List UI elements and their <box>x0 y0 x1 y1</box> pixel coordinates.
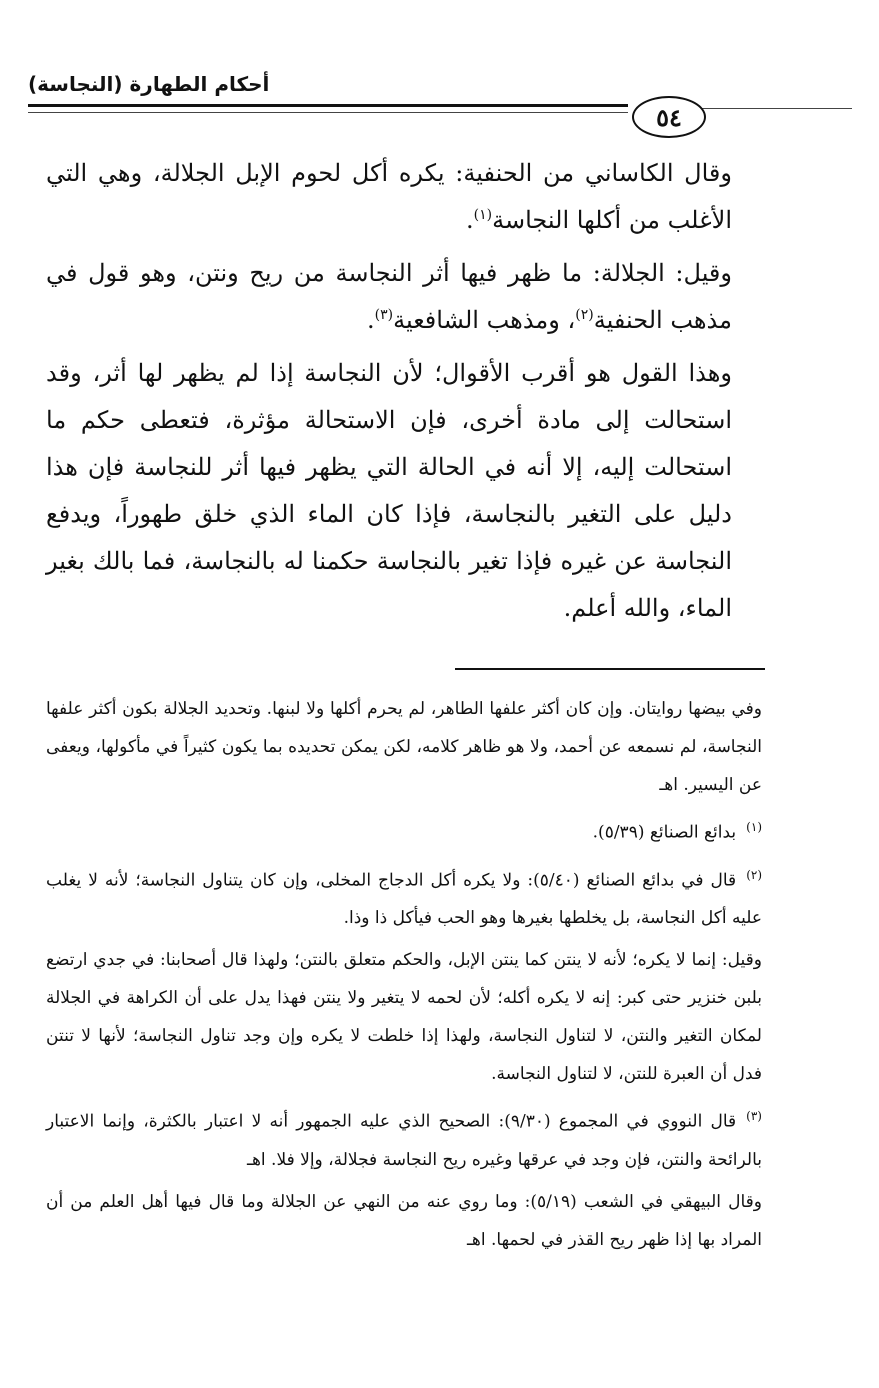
header-rule-thin <box>28 112 628 113</box>
footnote-1: $^{(١)}$بدائع الصنائع (٥/٣٩). <box>592 820 762 843</box>
footnote-2: $^{(٢)}$قال في بدائع الصنائع (٥/٤٠): ولا يكره أكل الدجاج المخلى، وإن كان يتناول النجاسة؛ لأنه لا يغلب عليه أكل النجاسة، بل يخلطها بغيرها وهو الحب فيأكل ذا وذا. <box>46 867 763 929</box>
footnote-continuation: وفي بيضها روايتان. وإن كان أكثر علفها الطاهر، لم يحرم أكلها ولا لبنها. وتحديد الجلالة بكون أكثر علفها النجاسة، لم نسمعه عن أحمد، ولا هو ظاهر كلامه، لكن يمكن تحديده بما يكون كثيراً في مأكولها، ويعفى عن اليسير. اهـ <box>46 699 762 795</box>
footnote-ref-1: (١) <box>473 207 493 223</box>
footnote-1-mark: (١) <box>746 820 762 834</box>
header-rule <box>28 104 628 107</box>
footnote-ref-2: (٢) <box>575 307 594 323</box>
footnote-3: $^{(٣)}$قال النووي في المجموع (٩/٣٠): الصحيح الذي عليه الجمهور أنه لا اعتبار بالكثرة، وإنما الاعتبار بالرائحة والنتن، فإن وجد في عرقها وغيره ريح النجاسة فجلالة، وإلا فلا. اهـ <box>46 1109 762 1170</box>
paragraph-3: وهذا القول هو أقرب الأقوال؛ لأن النجاسة إذا لم يظهر لها أثر، وقد استحالت إلى مادة أخرى، فإن الاستحالة مؤثرة، فتعطى حكم ما استحالت إليه، إلا أنه في الحالة التي يظهر فيها أثر للنجاسة فإن هذا دليل على التغير بالنجاسة، فإذا كان الماء الذي خلق طهوراً، ويدفع النجاسة عن غيره فإذا تغير بالنجاسة حكمنا له بالنجاسة، فما بالك بغير الماء، والله أعلم. <box>46 359 732 622</box>
page-number-badge: ٥٤ <box>632 96 706 138</box>
footnote-ref-3: (٣) <box>374 307 394 323</box>
footnote-3-continuation: وقال البيهقي في الشعب (٥/١٩): وما روي عنه من النهي عن الجلالة وما قال فيها أهل العلم من أن المراد بها إذا ظهر ريح القذر في لحمها. اهـ <box>46 1191 762 1250</box>
paragraph-1: وقال الكاساني من الحنفية: يكره أكل لحوم الإبل الجلالة، وهي التي الأغلب من أكلها النجاسة$^{(١)}$. <box>46 159 732 234</box>
footnotes <box>46 690 762 1263</box>
footnote-2-mark: (٢) <box>746 867 763 882</box>
running-header-title: أحكام الطهارة (النجاسة) <box>28 72 270 96</box>
footnote-separator <box>455 668 765 670</box>
footnote-3-mark: (٣) <box>746 1109 762 1124</box>
paragraph-2: وقيل: الجلالة: ما ظهر فيها أثر النجاسة من ريح ونتن، وهو قول في مذهب الحنفية$^{(٢)}$، ومذهب الشافعية$^{(٣)}$. <box>46 259 732 334</box>
main-text <box>46 150 762 638</box>
footnote-2-continuation: وقيل: إنما لا يكره؛ لأنه لا ينتن كما ينتن الإبل، والحكم متعلق بالنتن؛ ولهذا قال أصحابنا: في جدي ارتضع بلبن خنزير حتى كبر: إنه لا يكره أكله؛ لأن لحمه لا يتغير ولا ينتن فهذا يدل على أن الكراهة في الجلالة لمكان التغير والنتن، لا لتناول النجاسة، ولهذا إذا خلطت لا يكره وإن وجد تناول النجاسة؛ لأنها لا تنتن فدل أن العبرة للنتن، لا لتناول النجاسة. <box>46 950 762 1085</box>
header-rule-right <box>700 108 852 109</box>
